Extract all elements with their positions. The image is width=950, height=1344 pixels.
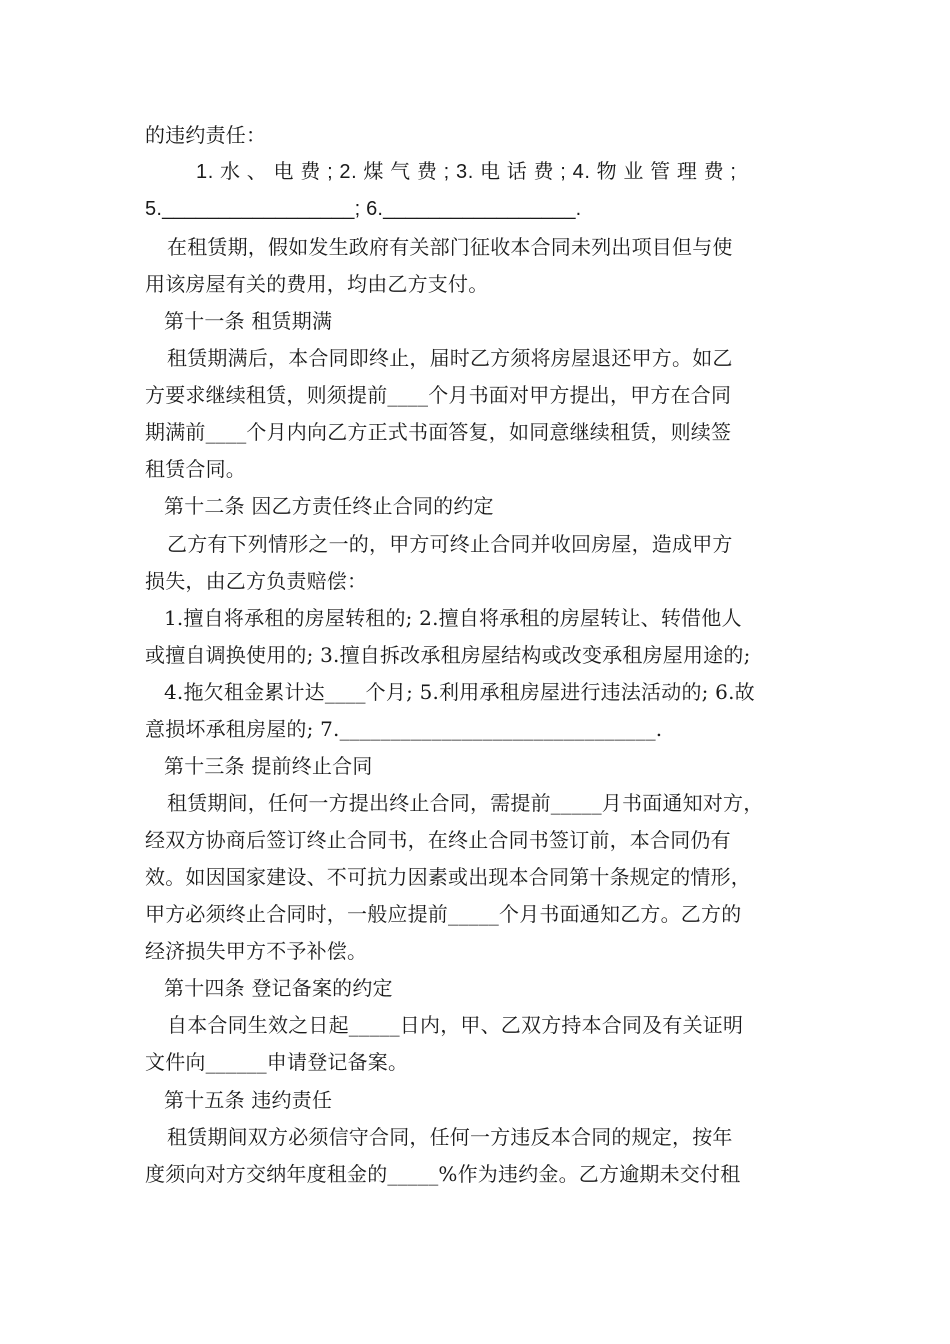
text-line: 文件向______申请登记备案。: [145, 1050, 409, 1074]
text-line: 方要求继续租赁，则须提前____个月书面对甲方提出，甲方在合同: [145, 383, 732, 407]
text-line: 经济损失甲方不予补偿。: [145, 939, 368, 963]
text-line: 租赁期间双方必须信守合同，任何一方违反本合同的规定，按年: [167, 1125, 733, 1149]
text-line: 的违约责任：: [145, 123, 267, 147]
text-line: 损失，由乙方负责赔偿：: [145, 569, 368, 593]
section-heading: 第十三条 提前终止合同: [164, 754, 373, 778]
text-line: 租赁期间，任何一方提出终止合同，需提前_____月书面通知对方，: [167, 791, 764, 815]
text-line: 期满前____个月内向乙方正式书面答复，如同意继续租赁，则续签: [145, 420, 732, 444]
section-heading: 第十五条 违约责任: [164, 1088, 333, 1112]
text-line: 自本合同生效之日起_____日内，甲、乙双方持本合同及有关证明: [167, 1013, 744, 1037]
text-line: 经双方协商后签订终止合同书，在终止合同书签订前，本合同仍有: [145, 828, 731, 852]
section-heading: 第十四条 登记备案的约定: [164, 976, 393, 1000]
text-line: 租赁合同。: [145, 457, 246, 481]
text-line: 甲方必须终止合同时，一般应提前_____个月书面通知乙方。乙方的: [145, 902, 742, 926]
text-line: 4.拖欠租金累计达____个月; 5.利用承租房屋进行违法活动的; 6.故: [164, 680, 755, 704]
section-heading: 第十一条 租赁期满: [164, 309, 333, 333]
text-line: 在租赁期，假如发生政府有关部门征收本合同未列出项目但与使: [167, 235, 733, 259]
text-line: 乙方有下列情形之一的，甲方可终止合同并收回房屋，造成甲方: [167, 532, 733, 556]
text-line: 5._________________; 6._________________.: [145, 198, 582, 220]
text-line: 效。如因国家建设、不可抗力因素或出现本合同第十条规定的情形，: [145, 865, 751, 889]
text-line: 度须向对方交纳年度租金的_____%作为违约金。乙方逾期未交付租: [145, 1162, 741, 1186]
text-line: 租赁期满后，本合同即终止，届时乙方须将房屋退还甲方。如乙: [167, 346, 733, 370]
text-line: 1.擅自将承租的房屋转租的; 2.擅自将承租的房屋转让、转借他人: [164, 606, 742, 630]
section-heading: 第十二条 因乙方责任终止合同的约定: [164, 494, 494, 518]
text-line: 用该房屋有关的费用，均由乙方支付。: [145, 272, 489, 296]
text-line: 1. 水 、 电 费 ; 2. 煤 气 费 ; 3. 电 话 费 ; 4. 物 业 管 理 费 ;: [196, 161, 737, 183]
text-line: 意损坏承租房屋的; 7._______________________________.: [145, 717, 663, 741]
text-line: 或擅自调换使用的; 3.擅自拆改承租房屋结构或改变承租房屋用途的;: [145, 643, 751, 667]
